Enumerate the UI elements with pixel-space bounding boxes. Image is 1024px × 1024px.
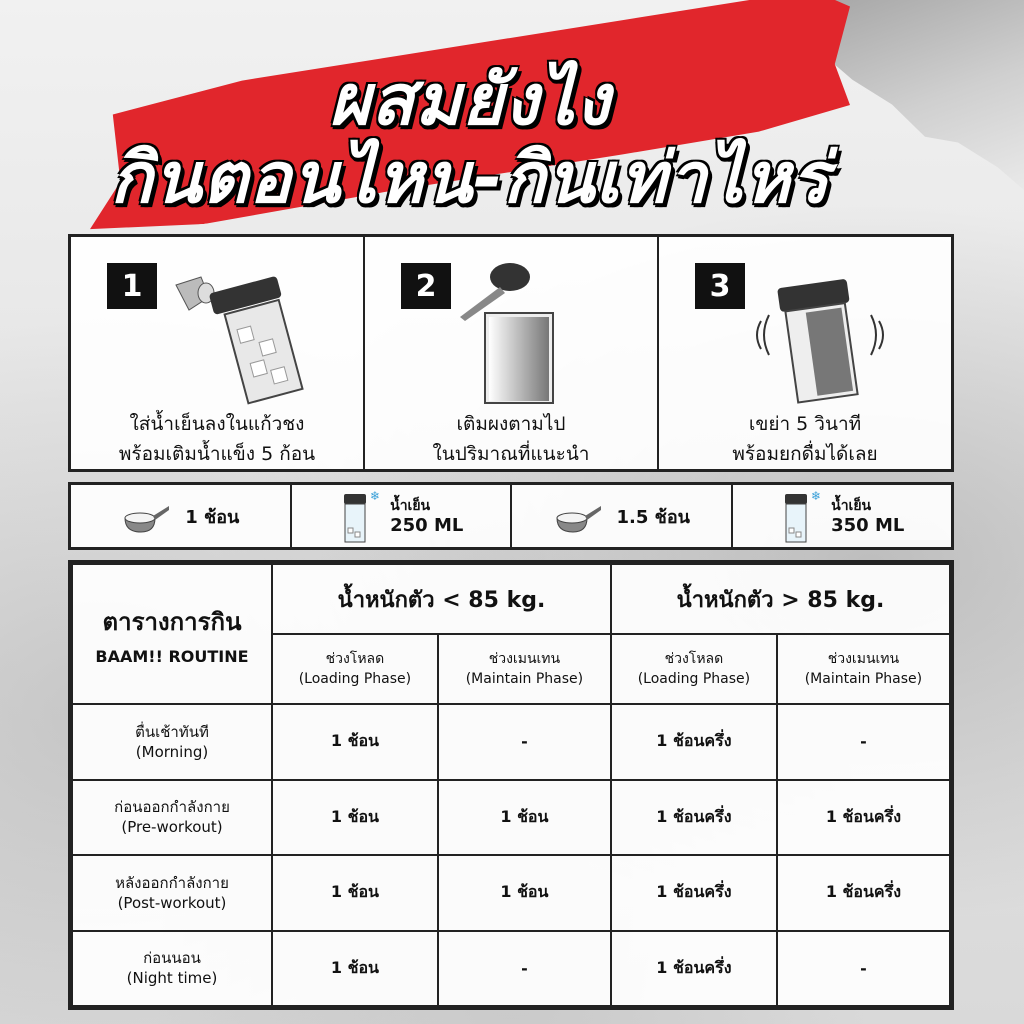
step-text-line-1: เติมผงตามไป: [456, 413, 566, 435]
scoop-icon: [553, 498, 603, 534]
dosage-text: 1.5 ช้อน: [616, 506, 690, 528]
cold-water-shaker-icon: [779, 488, 822, 544]
shake-shaker-icon: [659, 255, 954, 405]
table-cell: -: [438, 931, 611, 1007]
step-1: [71, 237, 365, 469]
row-label: [72, 704, 272, 780]
svg-text:❄: ❄: [811, 489, 822, 503]
table-title: ตารางการกิน: [102, 608, 242, 636]
table-cell: 1 ช้อนครึ่ง: [611, 855, 777, 931]
table-cell: 1 ช้อน: [272, 855, 438, 931]
table-subtitle: BAAM!! ROUTINE: [95, 647, 249, 666]
title-line-1: ผสมยังไง: [329, 59, 611, 141]
water-amount: 350 ML: [831, 515, 905, 536]
phase-en: (Loading Phase): [637, 671, 751, 687]
dosage-cell-1: [71, 485, 292, 547]
row-label-en: (Pre-workout): [121, 818, 223, 837]
row-label-th: หลังออกกำลังกาย: [115, 873, 229, 892]
step-text-line-2: พร้อมเติมน้ำแข็ง 5 ก้อน: [118, 443, 316, 465]
table-cell: 1 ช้อน: [272, 704, 438, 780]
phase-th: ช่วงเมนเทน: [488, 651, 561, 667]
step-text-line-2: ในปริมาณที่แนะนำ: [432, 443, 590, 465]
step-2: [365, 237, 659, 469]
phase-header: [777, 634, 950, 704]
table-row: [72, 704, 950, 780]
table-cell: 1 ช้อนครึ่ง: [777, 780, 950, 856]
dosage-text: 1 ช้อน: [185, 506, 240, 528]
scoop-icon: [121, 498, 171, 534]
table-cell: 1 ช้อน: [438, 855, 611, 931]
cold-water-shaker-icon: [338, 488, 381, 544]
row-label-en: (Post-workout): [117, 893, 227, 912]
phase-header: [438, 634, 611, 704]
phase-header: [611, 634, 777, 704]
step-text-line-1: ใส่น้ำเย็นลงในแก้วชง: [129, 413, 305, 435]
phase-en: (Maintain Phase): [465, 671, 584, 687]
dosage-cell-2: [292, 485, 513, 547]
scoop-pour-shaker-icon: [365, 255, 660, 405]
row-label-th: ก่อนออกกำลังกาย: [114, 798, 230, 817]
table-cell: 1 ช้อน: [272, 780, 438, 856]
table-cell: 1 ช้อนครึ่ง: [611, 931, 777, 1007]
phase-header: [272, 634, 438, 704]
step-number: 1: [107, 263, 157, 309]
table-row: [72, 780, 950, 856]
row-label-en: (Morning): [135, 742, 209, 761]
weight-group-header: น้ำหนักตัว > 85 kg.: [611, 564, 950, 634]
row-label-en: (Night time): [126, 969, 218, 988]
phase-en: (Maintain Phase): [804, 671, 923, 687]
table-row: [72, 855, 950, 931]
dosage-strip: [68, 482, 954, 550]
table-cell: 1 ช้อนครึ่ง: [777, 855, 950, 931]
table-cell: -: [777, 931, 950, 1007]
routine-table: [68, 560, 954, 1010]
phase-th: ช่วงโหลด: [325, 651, 385, 667]
phase-th: ช่วงเมนเทน: [827, 651, 900, 667]
water-label: น้ำเย็น: [390, 498, 431, 514]
table-row: [72, 931, 950, 1007]
row-label-th: ตื่นเช้าทันที: [135, 722, 209, 741]
table-cell: 1 ช้อนครึ่ง: [611, 780, 777, 856]
water-label: น้ำเย็น: [831, 498, 872, 514]
table-cell: -: [438, 704, 611, 780]
table-cell: 1 ช้อน: [438, 780, 611, 856]
weight-group-header: น้ำหนักตัว < 85 kg.: [272, 564, 611, 634]
row-label: [72, 931, 272, 1007]
table-cell: 1 ช้อนครึ่ง: [611, 704, 777, 780]
title-banner: [90, 14, 850, 219]
tap-pour-shaker-icon: [71, 255, 366, 405]
dosage-cell-3: [512, 485, 733, 547]
row-label: [72, 780, 272, 856]
step-number: 3: [695, 263, 745, 309]
title-line-2: กินตอนไหน-กินเท่าไหร่: [110, 137, 830, 219]
step-number: 2: [401, 263, 451, 309]
phase-en: (Loading Phase): [298, 671, 412, 687]
phase-th: ช่วงโหลด: [664, 651, 724, 667]
table-corner: [72, 564, 272, 704]
step-text-line-1: เขย่า 5 วินาที: [748, 413, 862, 435]
table-cell: -: [777, 704, 950, 780]
row-label-th: ก่อนนอน: [143, 949, 201, 968]
steps-panel: [68, 234, 954, 472]
dosage-cell-4: [733, 485, 952, 547]
table-cell: 1 ช้อน: [272, 931, 438, 1007]
row-label: [72, 855, 272, 931]
water-amount: 250 ML: [390, 515, 464, 536]
step-3: [659, 237, 951, 469]
svg-text:❄: ❄: [370, 489, 381, 503]
step-text-line-2: พร้อมยกดื่มได้เลย: [732, 443, 878, 465]
